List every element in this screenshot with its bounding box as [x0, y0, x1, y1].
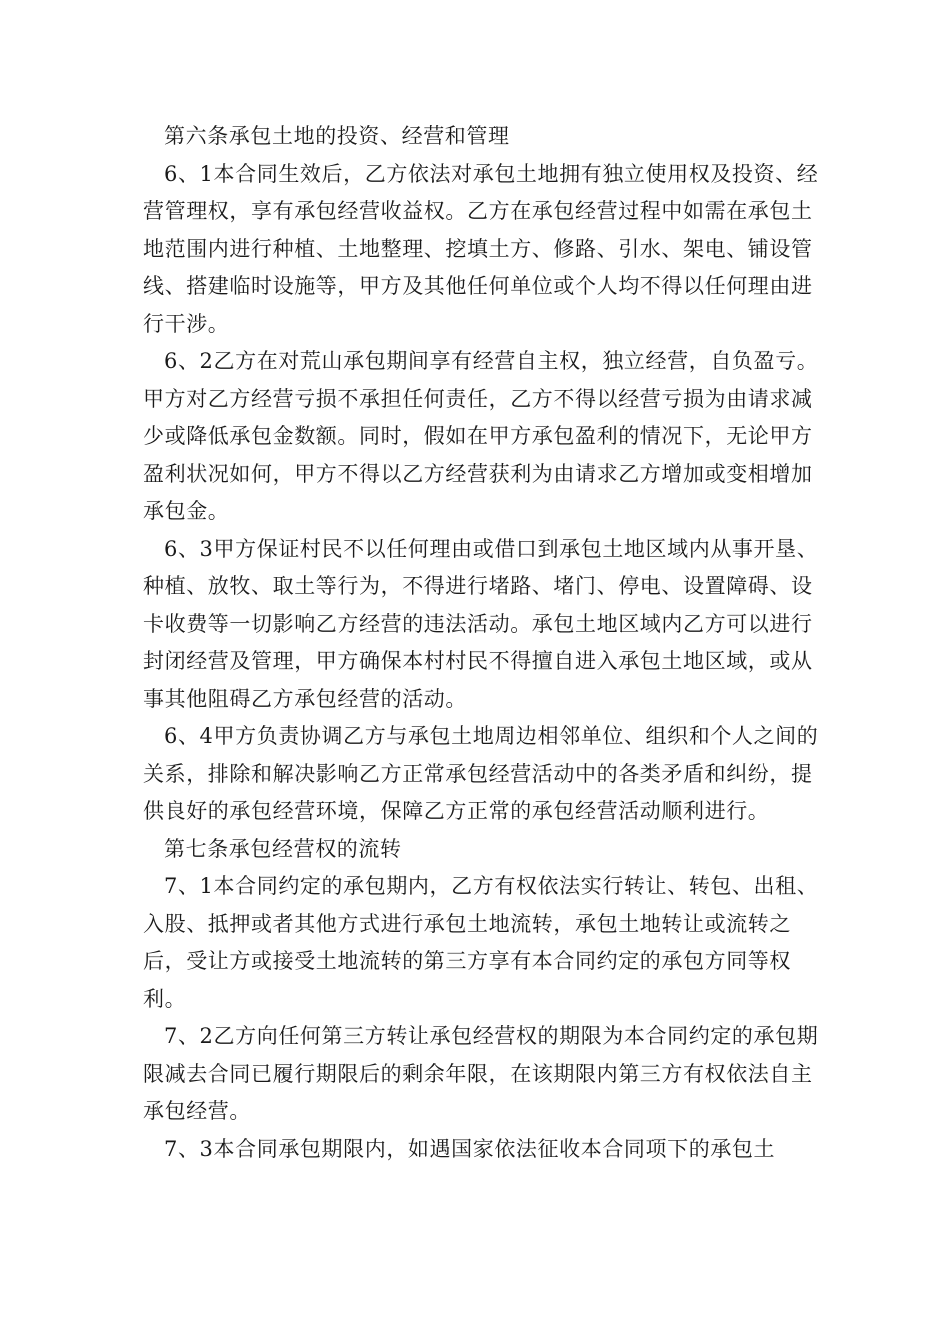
section-heading-article-7: 第七条承包经营权的流转: [164, 836, 402, 861]
clause-6-4: 6、4甲方负责协调乙方与承包土地周边相邻单位、组织和个人之间的关系，排除和解决影响乙方正常承包经营活动中的各类矛盾和纠纷，提供良好的承包经营环境，保障乙方正常的承包经营活动顺利进行。: [143, 724, 819, 823]
clause-7-3: 7、3本合同承包期限内，如遇国家依法征收本合同项下的承包土: [164, 1136, 776, 1161]
clause-7-2: 7、2乙方向任何第三方转让承包经营权的期限为本合同约定的承包期限减去合同已履行期限后的剩余年限，在该期限内第三方有权依法自主承包经营。: [143, 1024, 819, 1123]
clause-7-1: 7、1本合同约定的承包期内，乙方有权依法实行转让、转包、出租、入股、抵押或者其他方式进行承包土地流转，承包土地转让或流转之后，受让方或接受土地流转的第三方享有本合同约定的承包方同等权利。: [143, 874, 819, 1011]
section-heading-article-6: 第六条承包土地的投资、经营和管理: [164, 124, 510, 148]
clause-6-3: 6、3甲方保证村民不以任何理由或借口到承包土地区域内从事开垦、种植、放牧、取土等行为，不得进行堵路、堵门、停电、设置障碍、设卡收费等一切影响乙方经营的违法活动。承包土地区域内乙方可以进行封闭经营及管理，甲方确保本村村民不得擅自进入承包土地区域，或从事其他阻碍乙方承包经营的活动。: [143, 536, 819, 711]
clause-6-1: 6、1本合同生效后，乙方依法对承包土地拥有独立使用权及投资、经营管理权，享有承包经营收益权。乙方在承包经营过程中如需在承包土地范围内进行种植、土地整理、挖填土方、修路、引水、架电、铺设管线、搭建临时设施等，甲方及其他任何单位或个人均不得以任何理由进行干涉。: [143, 161, 819, 336]
clause-6-2: 6、2乙方在对荒山承包期间享有经营自主权，独立经营，自负盈亏。甲方对乙方经营亏损不承担任何责任，乙方不得以经营亏损为由请求减少或降低承包金数额。同时，假如在甲方承包盈利的情况下，无论甲方盈利状况如何，甲方不得以乙方经营获利为由请求乙方增加或变相增加承包金。: [143, 349, 819, 523]
